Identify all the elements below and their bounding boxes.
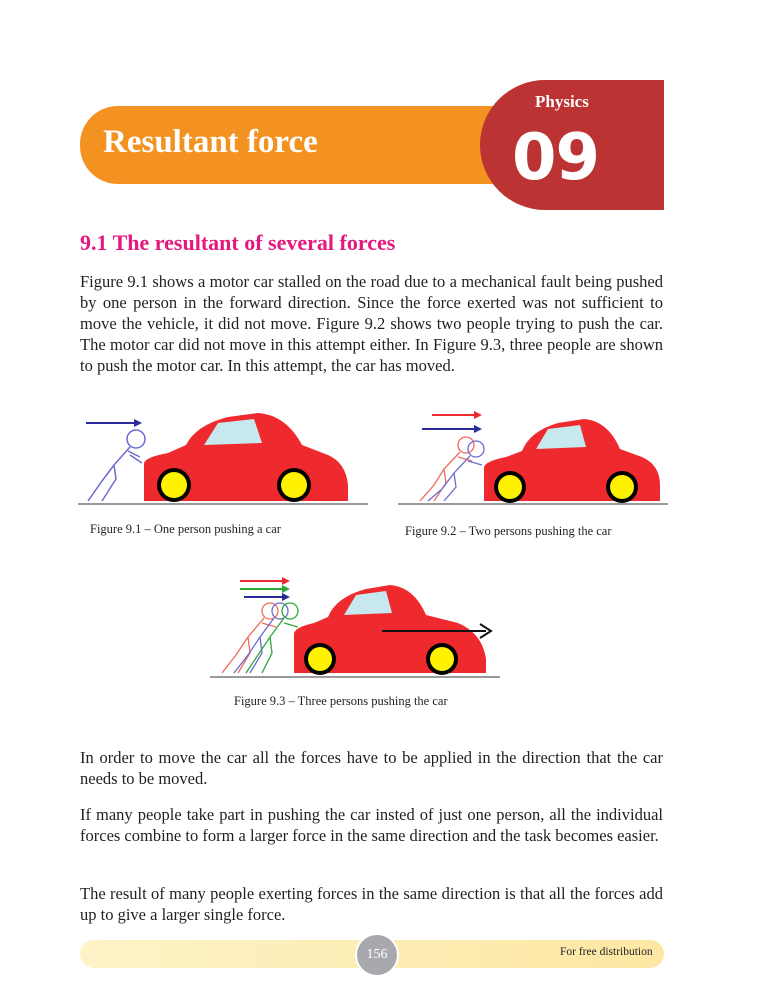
- figure-9-1-illustration: [78, 405, 368, 515]
- intro-paragraph: Figure 9.1 shows a motor car stalled on the road due to a mechanical fault being pushed by one person in the forward direction. Since the force exerted was not sufficient to move the vehicle, it did not move. Figure 9.2 shows two people trying to push the car. The motor car did not move in this attempt either. In Figure 9.3, three people are shown to push the motor car. In this attempt, the car has moved.: [80, 272, 663, 375]
- figure-9-3-caption: Figure 9.3 – Three persons pushing the car: [234, 694, 448, 708]
- paragraph-1: In order to move the car all the forces have to be applied in the direction that the car needs to be moved.: [80, 748, 663, 788]
- figure-9-3-illustration: [210, 573, 500, 688]
- chapter-number: 09: [512, 121, 600, 195]
- figure-9-2-illustration: [398, 405, 668, 515]
- subject-label: Physics: [535, 92, 589, 111]
- paragraph-2: If many people take part in pushing the car insted of just one person, all the individual forces combine to form a larger force in the same direction and the task becomes easier.: [80, 805, 663, 845]
- figure-9-2-caption: Figure 9.2 – Two persons pushing the car: [405, 524, 612, 538]
- chapter-title: Resultant force: [103, 124, 318, 160]
- section-heading: 9.1 The resultant of several forces: [80, 230, 396, 255]
- paragraph-3: The result of many people exerting forces in the same direction is that all the forces add up to give a larger single force.: [80, 884, 663, 924]
- figure-9-1-caption: Figure 9.1 – One person pushing a car: [90, 522, 281, 536]
- page-number: 156: [355, 933, 399, 977]
- footer-note: For free distribution: [560, 946, 653, 958]
